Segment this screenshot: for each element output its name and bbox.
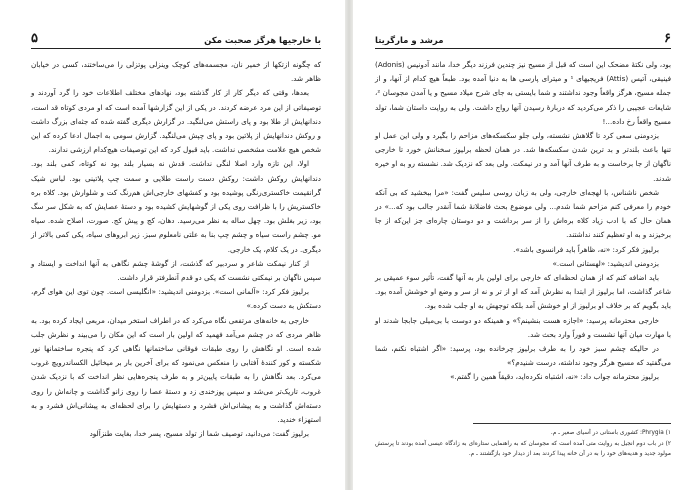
right-page-body (375, 58, 671, 385)
paragraph: برلیوز فکر کرد: «آلمانی است». بزدومنی اندیشید: «انگلیسی است. چون توی این هوای گرم، دستکش به دست کرده.» (31, 287, 321, 311)
footnotes (375, 428, 671, 460)
footnote: ۱) Phrygia: کشوری باستانی در آسیای صغیر ـ م. (550, 430, 671, 436)
left-page-body (31, 58, 321, 441)
footnote: ۲) در باب دوم انجیل به روایت متی آمده است که مجوسان که به راهنمایی ستاره‌ای به زادگاه عیسی آمده بودند تا پرستش مولود جدید و هدیه‌های خود را به در آن خانه پیدا کردند بعد از دیدار خود بازگشتند ـ م. (375, 440, 671, 458)
paragraph: باید اضافه کنم که از همان لحظه‌ای که خارجی برای اولین بار به آنها گفت، تأثیر سوء عمیقی بر شاعر گذاشت، اما برلیوز از ابتدا به نظرش آمد که او از تر و نه از سر و وضع او خوشش آمده بود. باید بگویم که بر خلاف او برلیوز از او خوشش آمد بلکه توجهش به او جلب شده بود. (375, 273, 671, 311)
paragraph: برلیوز محترمانه جواب داد: «نه، اشتباه نکرده‌اید، دقیقاً همین را گفتم.» (450, 372, 659, 382)
right-page-running-title: مرشد و مارگریتا (375, 36, 444, 46)
right-page-header (375, 28, 671, 49)
paragraph: برلیوز گفت: می‌دانید، توصیف شما از تولد مسیح، پسر خدا، بغایت طنزآلود (89, 429, 309, 439)
right-page (353, 0, 698, 490)
paragraph: بزدومنی اندیشید: «لهستانی است.» (552, 258, 659, 268)
left-page-number: ۵ (31, 31, 38, 46)
paragraph: بزدومنی سعی کرد تا گلاهش نشسته، ولی جلو سکسکه‌های مزاحم را بگیرد و ولی این عمل او تنها باعث بلندتر و بد ترین شدن سکسکه‌ها شد. در همان لحظه برلیوز سخنانش خورد تا خارجی ناگهان از جا برخاست و به طرف آنها آمد و در نیمکت. ولی بعد که نزدیک شد. نشسته رو به او خیره شدند. (375, 131, 671, 183)
paragraph: بعدها، وقتی که دیگر کار از کار گذشته بود، نهادهای مختلف اطلاعات خود را گرد آوردند و توصیفاتی از این مرد عرضه کردند. در یکی از این گزارشها آمده است که او مردی کوتاه قد است، دندانهایش از طلا بود و پای راستش می‌لنگید. در گزارش دیگری گفته شده که جثه‌ای بزرگ داشت و روکش دندانهایش از پلاتین بود و پای چپش می‌لنگید. گزارش سومی به اجمال ادعا کرده که این شخص هیچ علامت مشخصی نداشت. باید قبول کرد که این توصیفات هیچ‌کدام ارزشی ندارند. (31, 88, 321, 155)
footnote-divider (473, 423, 671, 424)
left-page-header (31, 28, 321, 49)
right-page-number: ۶ (664, 31, 671, 46)
paragraph: بود، ولی نکتهٔ مضحک این است که قبل از مسیح نیز چندین فرزند دیگر خدا، مانند آدونیس (Adonis) فینیقی، آتیس (Attis) فریجیهای ¹ و میترای پارسی ها به دنیا آمده بود. طبعاً هیچ کدام از آنها، و از جمله مسیح، هرگز واقعاً وجود نداشتند و شما بایستی به جای شرح میلاد مسیح و یا آمدن مجوسان ²، شایعات عجیبی را ذکر می‌کردید که دربارهٔ رسیدن آنها رواج داشت. ولی به روایت داستان شما، تولد مسیح واقعاً رخ داده...! (375, 60, 672, 126)
paragraph: از کنار نیمکت شاعر و سردبیر که گذشت، از گوشهٔ چشم نگاهی به آنها انداخت و ایستاد و سپس ناگهان بر نیمکتی نشست که یکی دو قدم آنطرفتر قرار داشت. (31, 258, 321, 283)
paragraph: خارجی محترمانه پرسید: «اجازه هست بنشینم؟» و همینکه دو دوست با بی‌میلی جابجا شدند او با مهارت میان آنها نشست و فوراً وارد بحث شد. (375, 315, 671, 339)
paragraph: اولا، این تازه وارد اصلا لنگی نداشت. قدش نه بسیار بلند بود نه کوتاه، کمی بلند بود. دندانهایش روکش داشت: روکش دست راست طلایی و سمت چپ پلاتینی بود. لباس شیک گرانقیمت خاکستری‌رنگی پوشیده بود و کفشهای خارجی‌اش هم‌رنگ کت و شلوارش بود. کلاه بره خاکستریش را با ظرافت روی یکی از گوشهایش کشیده بود و دستهٔ عصایش که به شکل سر سگ بود، زیر بغلش بود. چهل ساله به نظر می‌رسید. دهان، کج و پیش کج. صورت، اصلاح شده. سیاه مو. چشم راست سیاه و چشم چپ بنا به علتی نامعلوم سبز. زیر ابروهای سیاه، یکی کمی بالاتر از دیگری. در یک کلام، یک خارجی. (31, 159, 321, 254)
book-gutter (345, 0, 353, 490)
left-page (0, 0, 345, 490)
left-page-running-title: با خارجیها هرگز صحبت مکن (204, 36, 321, 46)
paragraph: که چگونه ازتکها از خمیر نان، مجسمه‌های کوچک وینزلی پوتزلی را می‌ساختند، کسی در خیابان ظاهر شد. (31, 60, 321, 84)
paragraph: شخص ناشناس، با لهجه‌ای خارجی، ولی به زبان روسی سلیس گفت: «مرا ببخشید که بی آنکه خودم را معرفی کنم مزاحم شما شدم... ولی موضوع بحث فاضلانهٔ شما آنقدر جالب بود که...» در همان حال که با ادب زیاد کلاه بره‌اش را از سر برداشت و دو دوستان چاره‌ای جز این‌که از جا برخیزند و به او تعظیم کنند نداشتند. (375, 187, 671, 240)
paragraph: برلیوز فکر کرد: «نه، ظاهراً باید فرانسوی باشد». (513, 244, 659, 254)
paragraph: خارجی به خانه‌های مرتفعی نگاه می‌کرد که در اطراف استخر میدان، مربعی ایجاد کرده بود. به ظاهر مردی که در چشم می‌آمد فهمید که اولین بار است که این مکان را می‌بیند و نظرش جلب شده است. او نگاهش را روی طبقات فوقانی ساختمانها نگاهی کرد که پنجره ساختمانها نور شکسته و کور کنندهٔ آفتابی را منعکس می‌نمود که برای آخرین بار بر میخائیل الکساندرویچ غروب می‌کرد. بعد نگاهش را به طبقات پایین‌تر و به طرف پنجره‌هایی نظر انداخت که با نزدیک شدن غروب، تاریک‌تر می‌شد و سپس پوزخندی زد و دستهٔ عصا را روی زانو گذاشت و چانه‌اش را روی دسته‌اش گذاشت و به پیشانی‌اش فشرد و دستهایش را برای لحظه‌ای به پیشانی‌اش فشرد و به استهزاء خندید. (31, 315, 321, 425)
paragraph: در حالیکه چشم سبز خود را به طرف برلیوز چرخانده بود، پرسید: «اگر اشتباه نکنم، شما می‌گفتید که مسیح هرگز وجود نداشته، درست شنیدم؟» (375, 344, 671, 368)
